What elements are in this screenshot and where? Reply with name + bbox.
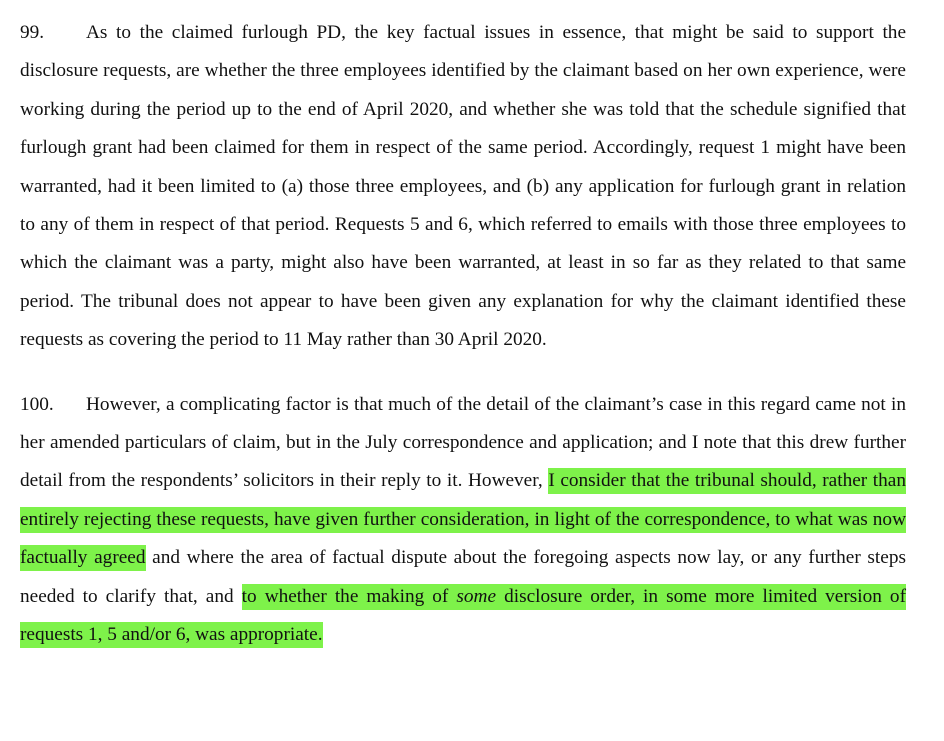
paragraph-99 bbox=[20, 14, 906, 360]
paragraph-text: As to the claimed furlough PD, the key factual issues in essence, that might be said to support the disclosure requests, are whether the three employees identified by the claimant based on her own experience, were working during the period up to the end of April 2020, and whether she was told that the schedule signified that furlough grant had been claimed for them in respect of the same period. Accordingly, request 1 might have been warranted, had it been limited to (a) those three employees, and (b) any application for furlough grant in relation to any of them in respect of that period. Requests 5 and 6, which referred to emails with those three employees to which the claimant was a party, might also have been warranted, at least in so far as they related to that same period. The tribunal does not appear to have been given any explanation for why the claimant identified these requests as covering the period to 11 May rather than 30 April 2020. bbox=[20, 22, 906, 351]
highlighted-text: I consider that the tribunal should, rather than entirely rejecting these requests, have given further consideration, in light of the correspondence, to what was now factually agreed bbox=[20, 468, 906, 571]
highlighted-italic-text bbox=[456, 584, 496, 610]
highlighted-text: disclosure order, in some more limited version of requests 1, 5 and/or 6, was appropriate. bbox=[20, 584, 906, 648]
paragraph-number: 99. bbox=[20, 22, 45, 43]
paragraph-text: However, a complicating factor is that much of the detail of the claimant’s case in this regard came not in her amended particulars of claim, but in the July correspondence and application; and I note that this drew further detail from the respondents’ solicitors in their reply to it. However, bbox=[20, 393, 906, 492]
italic-emphasis: some bbox=[456, 585, 497, 607]
paragraph-100 bbox=[20, 386, 906, 655]
paragraph-number: 100. bbox=[20, 393, 54, 415]
paragraph-text: and where the area of factual dispute about the foregoing aspects now lay, or any further steps needed to clarify that, and bbox=[20, 547, 906, 607]
document-page bbox=[20, 14, 906, 655]
highlighted-text: to whether the making of bbox=[242, 584, 457, 610]
